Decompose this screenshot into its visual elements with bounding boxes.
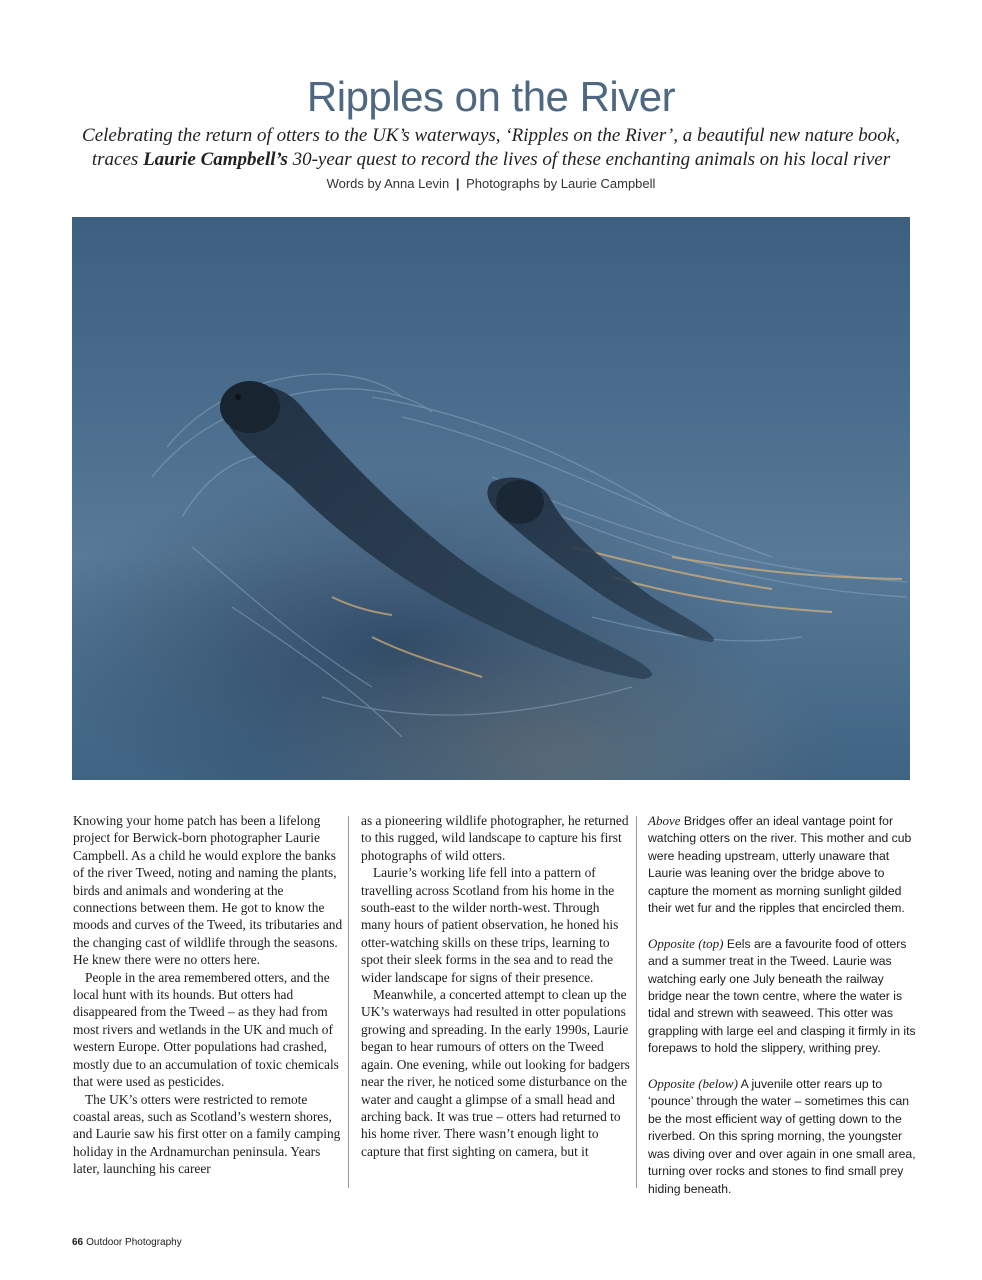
caption-opposite-top [648, 935, 916, 1058]
caption-lead: Opposite (below) [648, 1076, 738, 1092]
caption-lead: Opposite (top) [648, 935, 724, 951]
publication-name: Outdoor Photography [86, 1237, 182, 1248]
caption-text: Eels are a favourite food of otters and a summer treat in the Tweed. Laurie was watching early one July beneath the railway bridge near the town centre, where the water is tidal and strewn with seaweed. This otter was grappling with large eel and clasping it firmly in its forepaws to hold the slippery, writhing prey. [648, 936, 916, 1056]
body-column-2 [361, 812, 631, 1160]
credit-separator: | [455, 176, 460, 191]
caption-above [648, 812, 916, 917]
caption-text: A juvenile otter rears up to ‘pounce’ through the water – sometimes this can be the most efficient way of getting down to the riverbed. On this spring morning, the youngster was diving over and over again in one small area, turning over rocks and stones to find small prey hiding beneath. [648, 1077, 916, 1196]
photos-credit: Photographs by Laurie Campbell [466, 176, 656, 191]
standfirst [60, 124, 922, 172]
byline [0, 175, 982, 192]
body-column-1 [73, 812, 343, 1178]
article-title: Ripples on the River [306, 73, 676, 120]
words-credit: Words by Anna Levin [326, 176, 450, 191]
page-number: 66 [72, 1237, 84, 1248]
page-folio [72, 1236, 182, 1250]
column-divider [348, 816, 349, 1188]
standfirst-line1: Celebrating the return of otters to the UK’s waterways, ‘Ripples on the River’, a beautiful new nature book, [82, 125, 900, 146]
body-paragraph: Laurie’s working life fell into a pattern of travelling across Scotland from his home in the south-east to the wilder north-west. Through many hours of patient observation, he honed his otter-watching skills on these trips, learning to spot their sleek forms in the sea and to read the wider landscape for signs of their presence. [361, 865, 619, 985]
caption-text: Bridges offer an ideal vantage point for watching otters on the river. This mother and cub were heading upstream, utterly unaware that Laurie was leaning over the bridge above to capture the moment as morning sunlight gilded their wet fur and the ripples that encircled them. [648, 814, 912, 916]
photographer-name: Laurie Campbell’s [143, 149, 288, 170]
column-divider [636, 816, 637, 1188]
standfirst-line2-end: 30-year quest to record the lives of these enchanting animals on his local river [287, 149, 891, 170]
hero-photo [72, 217, 910, 780]
body-paragraph: Knowing your home patch has been a lifelong project for Berwick-born photographer Laurie Campbell. As a child he would explore the banks of the river Tweed, noting and naming the plants, birds and animals and wondering at the connections between them. He got to know the moods and curves of the Tweed, its tributaries and the changing cast of wildlife through the seasons. He knew there were no otters here. [73, 813, 343, 968]
body-paragraph: Meanwhile, a concerted attempt to clean up the UK’s waterways had resulted in otter populations growing and spreading. In the early 1990s, Laurie began to hear rumours of otters on the Tweed again. One evening, while out looking for badgers near the river, he noticed some disturbance on the water and caught a glimpse of a small head and arching back. It was true – otters had returned to his home river. There wasn’t enough light to capture that first sighting on camera, but it [361, 987, 630, 1159]
body-paragraph: People in the area remembered otters, and the local hunt with its hounds. But otters had disappeared from the Tweed – as they had from most rivers and wetlands in the UK and much of western Europe. Otter populations had crashed, mostly due to an accumulation of toxic chemicals that were used as pesticides. [73, 969, 339, 1090]
otters-illustration [72, 217, 910, 780]
photo-captions [648, 812, 916, 1215]
standfirst-line2-start: traces [91, 149, 144, 170]
body-paragraph: as a pioneering wildlife photographer, he returned to this rugged, wild landscape to capture his first photographs of wild otters. [361, 813, 629, 863]
caption-opposite-below [648, 1075, 916, 1198]
caption-lead: Above [648, 813, 681, 828]
body-paragraph: The UK’s otters were restricted to remote coastal areas, such as Scotland’s western shores, and Laurie saw his first otter on a family camping holiday in the Ardnamurchan peninsula. Years later, launching his career [73, 1091, 341, 1177]
